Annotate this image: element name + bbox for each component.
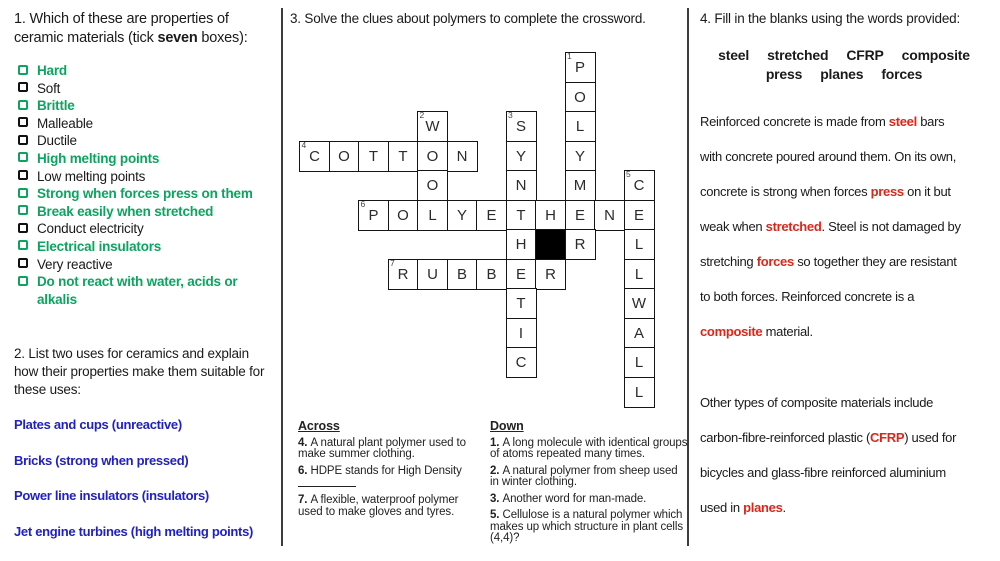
question2-answers (14, 416, 282, 558)
question4-heading: 4. Fill in the blanks using the words provided: (700, 11, 960, 26)
paragraph-text: bicycles and glass-fibre reinforced aluminium (700, 465, 946, 480)
crossword-cell[interactable]: 5 C (624, 170, 655, 201)
checklist-item (16, 150, 274, 168)
across-clues (298, 421, 478, 523)
checklist-item (16, 203, 274, 221)
checklist-item-label: Malleable (37, 115, 93, 131)
crossword-clue-number: 2 (419, 110, 425, 120)
crossword-cell[interactable]: R (535, 259, 566, 290)
question1-heading-bold-word: seven (157, 30, 198, 46)
crossword-cell[interactable]: N (506, 170, 537, 201)
down-clues (490, 421, 688, 550)
crossword-cell[interactable]: L (624, 229, 655, 260)
paragraph-text: Reinforced concrete is made from (700, 114, 889, 129)
crossword-cell[interactable]: Y (447, 200, 478, 231)
paragraph-text: used in (700, 500, 744, 515)
crossword-clue-number: 4 (301, 139, 307, 150)
paragraph-text: Other types of composite materials include (700, 395, 934, 410)
crossword-cell[interactable]: U (417, 259, 448, 290)
across-heading: Across (298, 419, 340, 433)
checklist-item (16, 115, 274, 133)
checklist-item-label: Break easily when stretched (37, 203, 214, 219)
paragraph-line (700, 490, 1000, 525)
crossword-cell[interactable]: Y (506, 141, 537, 172)
word-bank-line (698, 46, 990, 65)
paragraph-line (700, 209, 1000, 244)
across-clue: 4. A natural plant polymer used to make summer clothing. (298, 436, 466, 460)
ceramic-properties-checklist (16, 62, 274, 308)
across-clue: 7. A flexible, waterproof polymer used to make gloves and tyres. (298, 494, 459, 518)
word-bank-word: planes (820, 66, 864, 82)
crossword-cell[interactable]: L (417, 200, 448, 231)
crossword-cell[interactable]: 6 P (358, 200, 389, 231)
checklist-item (16, 62, 274, 80)
crossword-cell[interactable]: 1 P (565, 52, 596, 83)
paragraph-text: stretching (700, 254, 757, 269)
filled-blank-word: steel (888, 114, 917, 129)
paragraph-text: so together they are resistant (793, 254, 957, 269)
crossword-cell[interactable]: W (624, 288, 655, 319)
checkbox-icon[interactable] (18, 240, 28, 250)
checklist-item-label: Do not react with water, acids or alkalis (37, 274, 238, 307)
filled-blank-word: CFRP (870, 430, 905, 445)
across-clue: 6. HDPE stands for High Density (298, 464, 462, 477)
paragraph-line (700, 139, 1000, 174)
checklist-item-label: Conduct electricity (37, 221, 144, 237)
paragraph-line (700, 455, 1000, 490)
paragraph-line (700, 420, 1000, 455)
checklist-item (16, 256, 274, 274)
crossword-cell[interactable]: 7 R (388, 259, 419, 290)
crossword-cell[interactable]: 3 S (506, 111, 537, 142)
down-clue: 2. A natural polymer from sheep used in winter clothing. (490, 464, 678, 488)
checkbox-icon[interactable] (18, 100, 28, 110)
paragraph-line (700, 385, 1000, 420)
paragraph-text: weak when (700, 219, 766, 234)
question1-heading-line1: 1. Which of these are properties of (14, 11, 229, 27)
checklist-item-label: Very reactive (37, 256, 113, 272)
checkbox-icon[interactable] (18, 152, 28, 162)
crossword-cell[interactable]: O (388, 200, 419, 231)
checkbox-icon[interactable] (18, 65, 28, 75)
checklist-item (16, 220, 274, 238)
crossword-cell[interactable]: E (624, 200, 655, 231)
crossword-cell[interactable]: L (565, 111, 596, 142)
crossword-cell[interactable]: H (506, 229, 537, 260)
fill-blanks-paragraph-2 (700, 385, 1000, 525)
ceramic-use-answer: Power line insulators (insulators) (14, 488, 209, 503)
crossword-cell[interactable]: R (565, 229, 596, 260)
checkbox-icon[interactable] (18, 205, 28, 215)
paragraph-line (700, 314, 1000, 349)
checklist-item (16, 80, 274, 98)
crossword-clue-number: 7 (390, 257, 395, 268)
crossword-cell[interactable]: T (388, 141, 419, 172)
checkbox-icon[interactable] (18, 258, 28, 268)
paragraph-text: with concrete poured around them. On its own, (700, 149, 957, 164)
checklist-item-label: High melting points (37, 150, 160, 166)
question1-heading-line2-end: boxes): (197, 30, 248, 46)
crossword-cell[interactable]: 2 W (417, 111, 448, 142)
crossword-clue-number: 1 (567, 51, 572, 61)
filled-blank-word: press (870, 184, 904, 199)
filled-blank-word: stretched (765, 219, 822, 234)
down-heading: Down (490, 419, 524, 433)
ceramic-use-answer: Plates and cups (unreactive) (14, 417, 182, 432)
word-bank-word: composite (901, 47, 970, 63)
checklist-item (16, 185, 274, 203)
checkbox-icon[interactable] (18, 223, 28, 233)
crossword-cell[interactable]: E (476, 200, 507, 231)
crossword-cell[interactable]: T (506, 288, 537, 319)
checkbox-icon[interactable] (18, 170, 28, 180)
checklist-item-label: Low melting points (37, 168, 146, 184)
checklist-item (16, 97, 274, 115)
paragraph-text: material. (762, 324, 813, 339)
crossword-cell[interactable]: O (565, 82, 596, 113)
checkbox-icon[interactable] (18, 276, 28, 286)
word-bank-word: CFRP (846, 47, 884, 63)
filled-blank-word: forces (756, 254, 794, 269)
crossword-clue-number: 6 (360, 198, 366, 209)
paragraph-line (700, 279, 1000, 314)
crossword-cell[interactable]: N (447, 141, 478, 172)
question2-heading: 2. List two uses for ceramics and explain how their properties make them suitable for these uses: (14, 346, 265, 397)
crossword-cell[interactable]: L (624, 377, 655, 408)
paragraph-text: . Steel is not damaged by (821, 219, 961, 234)
paragraph-text: ) used for (904, 430, 957, 445)
crossword-cell[interactable]: M (565, 170, 596, 201)
down-clue: 5. Cellulose is a natural polymer which makes up which structure in plant cells (4,4)? (490, 509, 683, 544)
ceramic-use-answer: Bricks (strong when pressed) (14, 452, 189, 468)
crossword-cell[interactable]: O (329, 141, 360, 172)
crossword-clue-number: 3 (508, 110, 513, 120)
checklist-item (16, 132, 274, 150)
word-bank (698, 46, 990, 84)
ceramic-use-answer: Jet engine turbines (high melting points) (14, 523, 254, 539)
crossword-cell[interactable]: T (506, 200, 537, 231)
paragraph-line (700, 244, 1000, 279)
checkbox-icon[interactable] (18, 82, 28, 92)
crossword-cell[interactable]: E (565, 200, 596, 231)
crossword-clue-number: 5 (626, 169, 631, 179)
checklist-item (16, 168, 274, 186)
crossword-cell[interactable]: L (624, 347, 655, 378)
paragraph-text: carbon-fibre-reinforced plastic ( (700, 430, 871, 445)
paragraph-text: bars (916, 114, 945, 129)
checklist-item (16, 238, 274, 256)
crossword-cell[interactable]: A (624, 318, 655, 349)
down-clue: 1. A long molecule with identical groups of atoms repeated many times. (490, 436, 688, 460)
crossword-cell[interactable]: 4 C (299, 141, 330, 172)
word-bank-word: forces (881, 66, 923, 82)
checklist-item-label: Electrical insulators (37, 238, 162, 254)
paragraph-line (700, 104, 1000, 139)
crossword-cell[interactable]: O (417, 141, 448, 172)
crossword-cell[interactable]: E (506, 259, 537, 290)
clue-answer-blank[interactable] (298, 486, 356, 487)
down-clue: 3. Another word for man-made. (490, 492, 647, 505)
crossword-black-cell (535, 229, 566, 260)
checklist-item (16, 273, 274, 308)
checkbox-icon[interactable] (18, 117, 28, 127)
checkbox-icon[interactable] (18, 135, 28, 145)
word-bank-word: steel (718, 47, 750, 63)
crossword-cell[interactable]: H (535, 200, 566, 231)
checkbox-icon[interactable] (18, 188, 28, 198)
crossword-cell[interactable]: T (358, 141, 389, 172)
question1-heading (14, 10, 276, 48)
fill-blanks-paragraph-1 (700, 104, 1000, 349)
crossword-cell[interactable]: B (476, 259, 507, 290)
word-bank-line (698, 65, 990, 84)
crossword-cell[interactable]: I (506, 318, 537, 349)
checklist-item-label: Hard (37, 63, 67, 78)
paragraph-text: . (782, 500, 786, 515)
question1-heading-line2: ceramic materials (tick (14, 30, 158, 46)
checklist-item-label: Ductile (37, 133, 77, 149)
filled-blank-word: composite (700, 324, 763, 339)
question3-heading: 3. Solve the clues about polymers to complete the crossword. (290, 11, 646, 26)
checklist-item-label: Strong when forces press on them (37, 186, 253, 202)
crossword-cell[interactable]: C (506, 347, 537, 378)
filled-blank-word: planes (743, 500, 783, 515)
word-bank-word: press (765, 66, 803, 82)
crossword-grid (299, 52, 659, 412)
paragraph-text: on it but (903, 184, 951, 199)
paragraph-text: to both forces. Reinforced concrete is a (700, 289, 915, 304)
crossword-cell[interactable]: Y (565, 141, 596, 172)
paragraph-line (700, 174, 1000, 209)
crossword-cell[interactable]: B (447, 259, 478, 290)
checklist-item-label: Soft (37, 80, 61, 96)
paragraph-text: concrete is strong when forces (700, 184, 871, 199)
crossword-cell[interactable]: N (594, 200, 625, 231)
crossword-cell[interactable]: O (417, 170, 448, 201)
word-bank-word: stretched (767, 47, 829, 63)
checklist-item-label: Brittle (37, 98, 75, 114)
crossword-cell[interactable]: L (624, 259, 655, 290)
